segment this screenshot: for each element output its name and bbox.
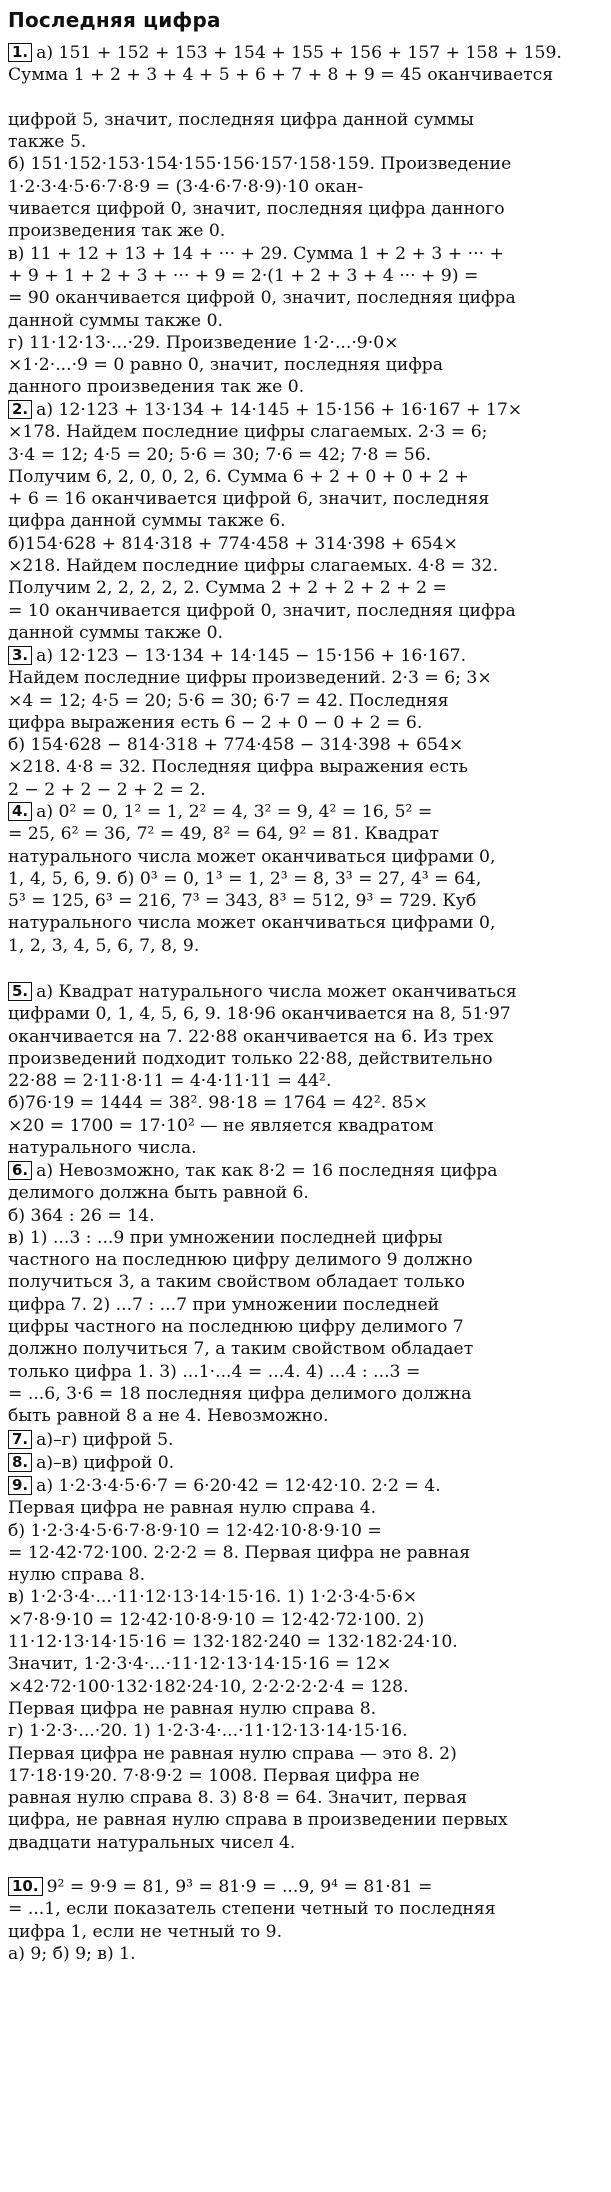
text-line xyxy=(8,1383,603,1405)
line-text: в) 1) ...3 : ...9 при умножении последней цифры xyxy=(8,1227,443,1248)
text-line xyxy=(8,1026,603,1048)
text-line xyxy=(8,42,603,64)
line-text: ×4 = 12; 4·5 = 20; 5·6 = 30; 6·7 = 42. Последняя xyxy=(8,690,449,711)
line-text: 3·4 = 12; 4·5 = 20; 5·6 = 30; 7·6 = 42; 7·8 = 56. xyxy=(8,444,432,465)
line-text: г) 1·2·3·...·20. 1) 1·2·3·4·...·11·12·13·14·15·16. xyxy=(8,1721,408,1742)
line-text: равная нулю справа 8. 3) 8·8 = 64. Значит, первая xyxy=(8,1788,468,1809)
line-text: Получим 6, 2, 0, 0, 2, 6. Сумма 6 + 2 + 0 + 0 + 2 + xyxy=(8,466,469,487)
text-line xyxy=(8,1876,603,1898)
text-line xyxy=(8,131,603,153)
problem-number: 1. xyxy=(8,43,32,62)
text-line xyxy=(8,87,603,109)
text-line xyxy=(8,1338,603,1360)
line-text: ×20 = 1700 = 17·10² — не является квадратом xyxy=(8,1115,434,1136)
line-text: натурального числа может оканчиваться цифрами 0, xyxy=(8,846,496,867)
text-line xyxy=(8,1070,603,1092)
text-line xyxy=(8,376,603,398)
line-text: 11·12·13·14·15·16 = 132·182·240 = 132·182·24·10. xyxy=(8,1632,458,1653)
text-line xyxy=(8,1227,603,1249)
text-line xyxy=(8,1092,603,1114)
line-text: а) 12·123 + 13·134 + 14·145 + 15·156 + 16·167 + 17× xyxy=(36,400,523,420)
line-text: = ...1, если показатель степени четный то последняя xyxy=(8,1899,496,1920)
line-text: 1, 4, 5, 6, 9. б) 0³ = 0, 1³ = 1, 2³ = 8, 3³ = 27, 4³ = 64, xyxy=(8,868,482,889)
page-title: Последняя цифра xyxy=(8,8,221,32)
text-line xyxy=(8,421,603,443)
text-line xyxy=(8,1452,603,1474)
text-line xyxy=(8,1316,603,1338)
problem-number: 3. xyxy=(8,646,32,665)
problem-7 xyxy=(8,1429,603,1451)
text-line xyxy=(8,690,603,712)
text-line xyxy=(8,510,603,532)
line-text: + 6 = 16 оканчивается цифрой 6, значит, последняя xyxy=(8,489,490,510)
text-line xyxy=(8,779,603,801)
text-line xyxy=(8,1475,603,1497)
line-text: а) 1·2·3·4·5·6·7 = 6·20·42 = 12·42·10. 2·2 = 4. xyxy=(36,1476,441,1496)
text-line xyxy=(8,1294,603,1316)
problem-9 xyxy=(8,1475,603,1854)
text-line xyxy=(8,533,603,555)
text-line xyxy=(8,1182,603,1204)
text-line xyxy=(8,1497,603,1519)
line-text: б) 151·152·153·154·155·156·157·158·159. Произведение xyxy=(8,154,512,175)
problem-2 xyxy=(8,399,603,644)
text-line xyxy=(8,1765,603,1787)
line-text: цифра данной суммы также 6. xyxy=(8,511,286,532)
text-line xyxy=(8,1429,603,1451)
problem-5 xyxy=(8,981,603,1159)
text-line xyxy=(8,1542,603,1564)
text-line xyxy=(8,265,603,287)
line-text: а) Квадрат натурального числа может оканчиваться xyxy=(36,982,517,1002)
text-line xyxy=(8,667,603,689)
text-line xyxy=(8,1586,603,1608)
text-line xyxy=(8,555,603,577)
text-line xyxy=(8,622,603,644)
text-line xyxy=(8,64,603,86)
line-text: = 25, 6² = 36, 7² = 49, 8² = 64, 9² = 81. Квадрат xyxy=(8,824,440,845)
text-line xyxy=(8,1676,603,1698)
line-text: цифрой 5, значит, последняя цифра данной суммы xyxy=(8,109,474,130)
line-text: а) 0² = 0, 1² = 1, 2² = 4, 3² = 9, 4² = 16, 5² = xyxy=(36,802,433,822)
line-text: = 12·42·72·100. 2·2·2 = 8. Первая цифра не равная xyxy=(8,1542,471,1563)
text-line xyxy=(8,310,603,332)
line-text: должно получиться 7, а таким свойством обладает xyxy=(8,1339,474,1360)
text-line xyxy=(8,846,603,868)
text-line xyxy=(8,1787,603,1809)
line-text: делимого должна быть равной 6. xyxy=(8,1183,309,1204)
line-text: произведений подходит только 22·88, действительно xyxy=(8,1048,493,1069)
text-line xyxy=(8,444,603,466)
text-line xyxy=(8,1361,603,1383)
text-line xyxy=(8,153,603,175)
text-line xyxy=(8,466,603,488)
text-line xyxy=(8,1720,603,1742)
text-line xyxy=(8,1160,603,1182)
text-line xyxy=(8,912,603,934)
line-text: в) 11 + 12 + 13 + 14 + ··· + 29. Сумма 1 + 2 + 3 + ··· + xyxy=(8,243,504,264)
line-text: Первая цифра не равная нулю справа 4. xyxy=(8,1498,377,1519)
problem-number: 2. xyxy=(8,400,32,419)
text-line xyxy=(8,243,603,265)
line-text: данной суммы также 0. xyxy=(8,310,223,331)
line-text: б) 1·2·3·4·5·6·7·8·9·10 = 12·42·10·8·9·10 = xyxy=(8,1520,382,1541)
line-text: б) 364 : 26 = 14. xyxy=(8,1205,155,1226)
text-line xyxy=(8,1205,603,1227)
text-line xyxy=(8,1003,603,1025)
text-line xyxy=(8,220,603,242)
line-text: произведения так же 0. xyxy=(8,221,226,242)
line-text: ×7·8·9·10 = 12·42·10·8·9·10 = 12·42·72·100. 2) xyxy=(8,1609,425,1630)
problem-1 xyxy=(8,42,603,399)
problem-number: 10. xyxy=(8,1877,43,1896)
line-text: ×218. Найдем последние цифры слагаемых. 4·8 = 32. xyxy=(8,556,499,577)
line-text: 5³ = 125, 6³ = 216, 7³ = 343, 8³ = 512, 9³ = 729. Куб xyxy=(8,891,477,912)
text-line xyxy=(8,1743,603,1765)
line-text: 17·18·19·20. 7·8·9·2 = 1008. Первая цифра не xyxy=(8,1765,420,1786)
text-line xyxy=(8,1520,603,1542)
text-line xyxy=(8,1609,603,1631)
line-text: 1·2·3·4·5·6·7·8·9 = (3·4·6·7·8·9)·10 окан- xyxy=(8,176,364,197)
text-line xyxy=(8,1809,603,1831)
line-text: только цифра 1. 3) ...1·...4 = ...4. 4) ...4 : ...3 = xyxy=(8,1361,421,1382)
text-line xyxy=(8,198,603,220)
text-line xyxy=(8,1943,603,1965)
line-text: Сумма 1 + 2 + 3 + 4 + 5 + 6 + 7 + 8 + 9 = 45 оканчивается xyxy=(8,65,554,86)
text-line xyxy=(8,1405,603,1427)
text-line xyxy=(8,1832,603,1854)
line-text: Получим 2, 2, 2, 2, 2. Сумма 2 + 2 + 2 + 2 + 2 = xyxy=(8,578,447,599)
text-line xyxy=(8,577,603,599)
line-text: а) Невозможно, так как 8·2 = 16 последняя цифра xyxy=(36,1161,498,1181)
line-text: получиться 3, а таким свойством обладает только xyxy=(8,1272,465,1293)
problem-6 xyxy=(8,1160,603,1428)
line-text: ×1·2·...·9 = 0 равно 0, значит, последняя цифра xyxy=(8,355,444,376)
line-text: цифрами 0, 1, 4, 5, 6, 9. 18·96 оканчивается на 8, 51·97 xyxy=(8,1004,511,1025)
line-text: 2 − 2 + 2 − 2 + 2 = 2. xyxy=(8,779,206,800)
text-line xyxy=(8,287,603,309)
problem-4 xyxy=(8,801,603,957)
text-line xyxy=(8,1564,603,1586)
line-text: быть равной 8 а не 4. Невозможно. xyxy=(8,1406,329,1427)
text-line xyxy=(8,734,603,756)
line-text: 9² = 9·9 = 81, 9³ = 81·9 = ...9, 9⁴ = 81·81 = xyxy=(46,1877,433,1897)
line-text: а)–в) цифрой 0. xyxy=(36,1453,175,1473)
text-line xyxy=(8,823,603,845)
line-text: цифра 7. 2) ...7 : ...7 при умножении последней xyxy=(8,1294,440,1315)
problem-number: 9. xyxy=(8,1476,32,1495)
line-text: Значит, 1·2·3·4·...·11·12·13·14·15·16 = 12× xyxy=(8,1654,392,1675)
text-line xyxy=(8,600,603,622)
text-line xyxy=(8,399,603,421)
line-text: чивается цифрой 0, значит, последняя цифра данного xyxy=(8,199,505,220)
text-line xyxy=(8,1048,603,1070)
text-line xyxy=(8,868,603,890)
line-text: цифра выражения есть 6 − 2 + 0 − 0 + 2 = 6. xyxy=(8,712,423,733)
line-text: б)76·19 = 1444 = 38². 98·18 = 1764 = 42². 85× xyxy=(8,1093,428,1114)
line-text: натурального числа. xyxy=(8,1138,197,1159)
line-text: б) 154·628 − 814·318 + 774·458 − 314·398 + 654× xyxy=(8,735,464,756)
line-text: а) 9; б) 9; в) 1. xyxy=(8,1943,136,1964)
text-line xyxy=(8,1271,603,1293)
line-text: данного произведения так же 0. xyxy=(8,377,305,398)
line-text: 1, 2, 3, 4, 5, 6, 7, 8, 9. xyxy=(8,935,200,956)
line-text: = 10 оканчивается цифрой 0, значит, последняя цифра xyxy=(8,600,516,621)
line-text: цифра, не равная нулю справа в произведении первых xyxy=(8,1810,508,1831)
problem-number: 8. xyxy=(8,1453,32,1472)
problem-number: 7. xyxy=(8,1430,32,1449)
text-line xyxy=(8,1137,603,1159)
line-text: = ...6, 3·6 = 18 последняя цифра делимого должна xyxy=(8,1383,472,1404)
line-text: г) 11·12·13·...·29. Произведение 1·2·...·9·0× xyxy=(8,332,399,353)
problem-number: 4. xyxy=(8,802,32,821)
text-line xyxy=(8,1898,603,1920)
line-text: 22·88 = 2·11·8·11 = 4·4·11·11 = 44². xyxy=(8,1071,332,1092)
line-text: ×42·72·100·132·182·24·10, 2·2·2·2·2·4 = 128. xyxy=(8,1676,409,1697)
problem-number: 5. xyxy=(8,982,32,1001)
text-line xyxy=(8,332,603,354)
text-line xyxy=(8,890,603,912)
line-text: ×178. Найдем последние цифры слагаемых. 2·3 = 6; xyxy=(8,422,488,443)
line-text: цифры частного на последнюю цифру делимого 7 xyxy=(8,1317,464,1338)
line-text: в) 1·2·3·4·...·11·12·13·14·15·16. 1) 1·2·3·4·5·6× xyxy=(8,1587,418,1608)
text-line xyxy=(8,488,603,510)
line-text: Первая цифра не равная нулю справа 8. xyxy=(8,1698,377,1719)
line-text: оканчивается на 7. 22·88 оканчивается на 6. Из трех xyxy=(8,1026,494,1047)
line-text: а) 12·123 − 13·134 + 14·145 − 15·156 + 16·167. xyxy=(36,646,467,666)
line-text: двадцати натуральных чисел 4. xyxy=(8,1832,296,1853)
text-line xyxy=(8,109,603,131)
problem-3 xyxy=(8,645,603,801)
text-line xyxy=(8,1249,603,1271)
problem-8 xyxy=(8,1452,603,1474)
text-line xyxy=(8,756,603,778)
line-text: Найдем последние цифры произведений. 2·3 = 6; 3× xyxy=(8,668,492,689)
text-line xyxy=(8,354,603,376)
line-text: данной суммы также 0. xyxy=(8,622,223,643)
line-text: а)–г) цифрой 5. xyxy=(36,1430,174,1450)
text-line xyxy=(8,1653,603,1675)
problem-number: 6. xyxy=(8,1161,32,1180)
text-line xyxy=(8,981,603,1003)
line-text: б)154·628 + 814·318 + 774·458 + 314·398 + 654× xyxy=(8,533,458,554)
text-line xyxy=(8,1921,603,1943)
line-text: ×218. 4·8 = 32. Последняя цифра выражения есть xyxy=(8,757,468,778)
text-line xyxy=(8,935,603,957)
text-line xyxy=(8,176,603,198)
problem-10 xyxy=(8,1876,603,1965)
line-text: натурального числа может оканчиваться цифрами 0, xyxy=(8,913,496,934)
line-text: + 9 + 1 + 2 + 3 + ··· + 9 = 2·(1 + 2 + 3 + 4 ··· + 9) = xyxy=(8,265,479,286)
text-line xyxy=(8,1631,603,1653)
text-line xyxy=(8,1698,603,1720)
text-line xyxy=(8,645,603,667)
text-line xyxy=(8,1115,603,1137)
line-text: также 5. xyxy=(8,132,87,153)
line-text: нулю справа 8. xyxy=(8,1565,146,1586)
line-text: а) 151 + 152 + 153 + 154 + 155 + 156 + 157 + 158 + 159. xyxy=(36,43,562,63)
line-text: частного на последнюю цифру делимого 9 должно xyxy=(8,1250,473,1271)
line-text: Первая цифра не равная нулю справа — это 8. 2) xyxy=(8,1743,457,1764)
text-line xyxy=(8,712,603,734)
text-line xyxy=(8,801,603,823)
line-text: = 90 оканчивается цифрой 0, значит, последняя цифра xyxy=(8,288,516,309)
line-text: цифра 1, если не четный то 9. xyxy=(8,1921,283,1942)
